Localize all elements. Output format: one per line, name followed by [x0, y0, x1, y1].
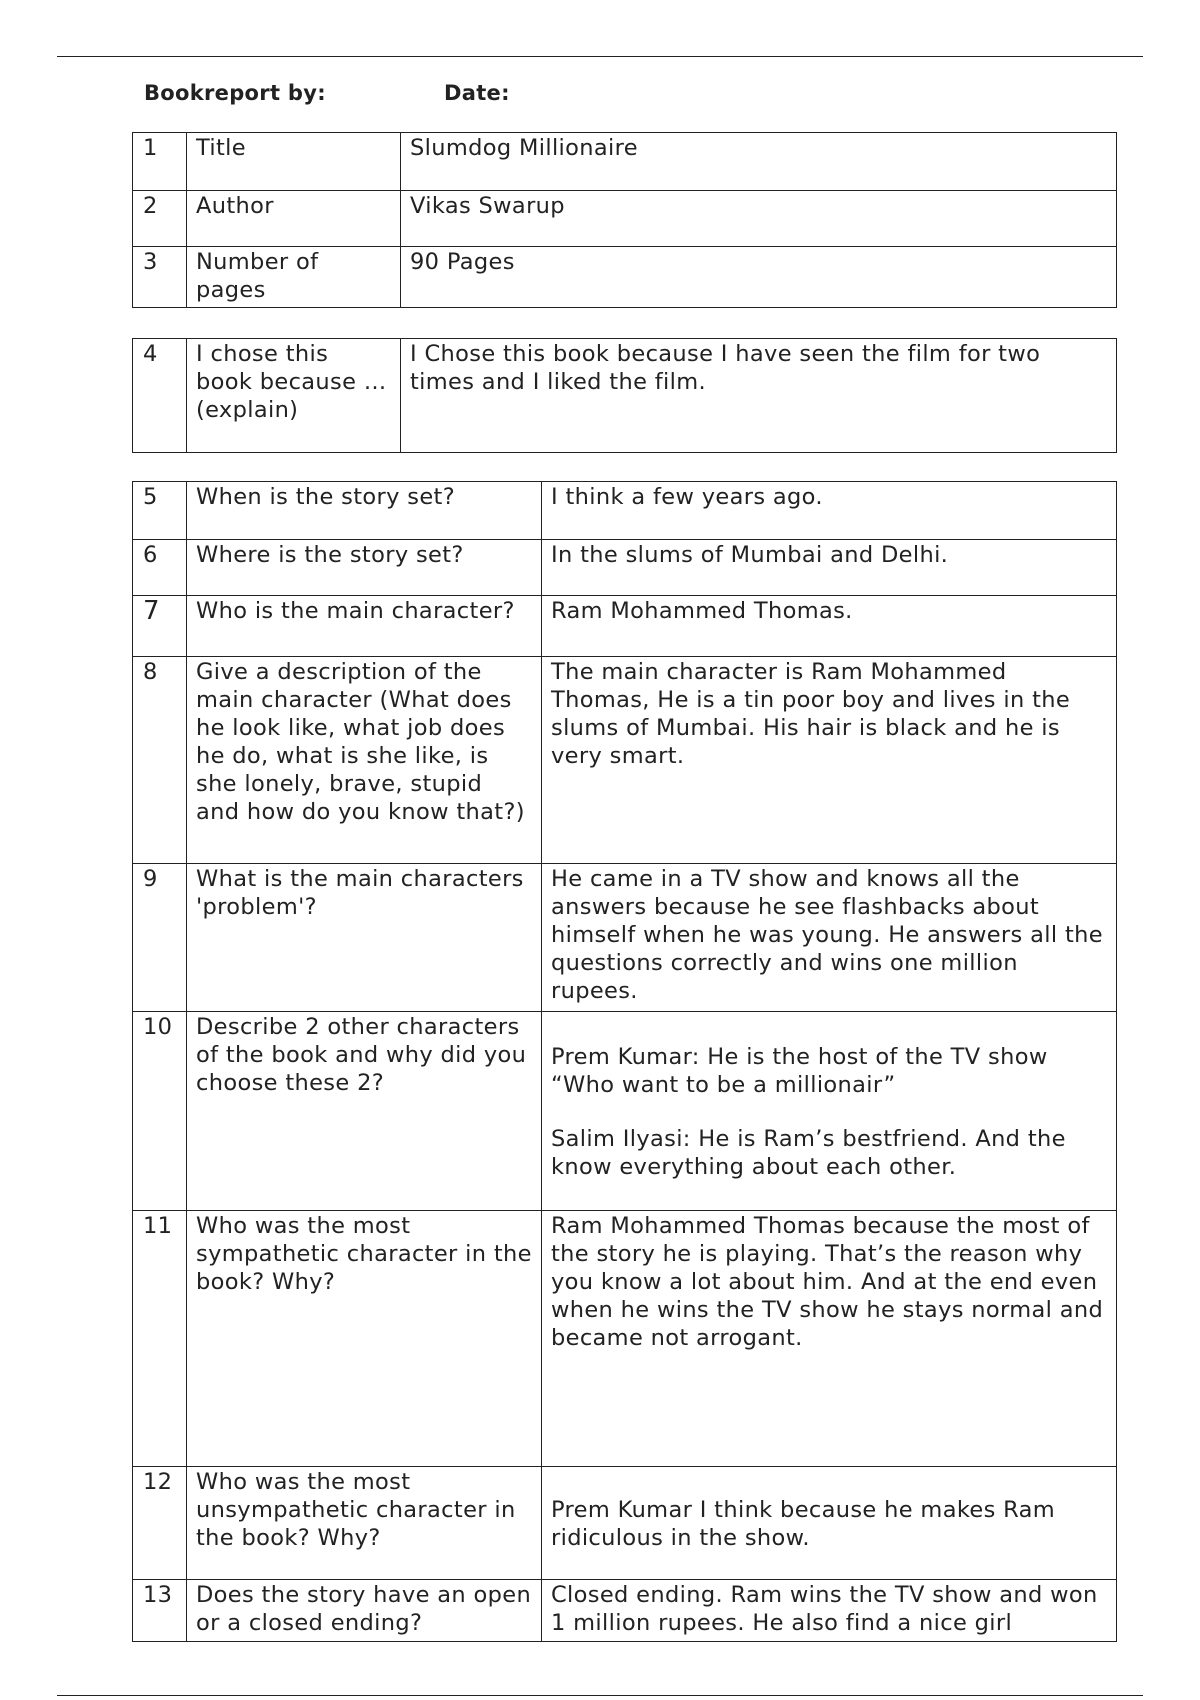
answer-cell: In the slums of Mumbai and Delhi.	[542, 540, 1117, 596]
answer-cell: Ram Mohammed Thomas because the most of the story he is playing. That’s the reason why you know a lot about him. And at the end even when he wins the TV show he stays normal and became not arrogant.	[542, 1211, 1117, 1467]
question-cell: Give a description of the main character (What does he look like, what job does he do, what is she like, is she lonely, brave, stupid and how do you know that?)	[187, 657, 542, 864]
answer-cell: Vikas Swarup	[401, 191, 1117, 247]
answer-cell: I Chose this book because I have seen the film for two times and I liked the film.	[401, 339, 1117, 453]
book-info-table	[132, 132, 1117, 308]
row-number: 9	[133, 864, 187, 1012]
answer-cell: Prem Kumar I think because he makes Ram ridiculous in the show.	[542, 1467, 1117, 1580]
story-table	[132, 481, 1117, 1642]
question-cell: Where is the story set?	[187, 540, 542, 596]
table-row	[133, 133, 1117, 191]
question-cell: Who is the main character?	[187, 596, 542, 657]
row-number: 6	[133, 540, 187, 596]
answer-cell	[542, 1012, 1117, 1211]
row-number: 11	[133, 1211, 187, 1467]
row-number: 12	[133, 1467, 187, 1580]
row-number: 1	[133, 133, 187, 191]
table-row	[133, 864, 1117, 1012]
report-by-label: Bookreport by:	[144, 81, 326, 105]
answer-paragraph: Salim Ilyasi: He is Ram’s bestfriend. And the know everything about each other.	[551, 1125, 1066, 1180]
question-cell: Who was the most unsympathetic character in the book? Why?	[187, 1467, 542, 1580]
date-label: Date:	[444, 81, 510, 105]
table-row	[133, 596, 1117, 657]
reason-table	[132, 338, 1117, 453]
row-number: 8	[133, 657, 187, 864]
answer-cell: Closed ending. Ram wins the TV show and won 1 million rupees. He also find a nice girl	[542, 1580, 1117, 1642]
table-row	[133, 657, 1117, 864]
answer-cell: 90 Pages	[401, 247, 1117, 308]
question-cell: Describe 2 other characters of the book and why did you choose these 2?	[187, 1012, 542, 1211]
question-cell: I chose this book because … (explain)	[187, 339, 401, 453]
row-number: 7	[133, 596, 187, 657]
table-row	[133, 247, 1117, 308]
question-cell: Number of pages	[187, 247, 401, 308]
table-row	[133, 540, 1117, 596]
answer-cell: Slumdog Millionaire	[401, 133, 1117, 191]
table-row	[133, 191, 1117, 247]
question-cell: Title	[187, 133, 401, 191]
row-number: 5	[133, 482, 187, 540]
bottom-rule	[57, 1695, 1143, 1696]
answer-cell: The main character is Ram Mohammed Thomas, He is a tin poor boy and lives in the slums of Mumbai. His hair is black and he is very smart.	[542, 657, 1117, 864]
paragraph-gap	[551, 1099, 1107, 1125]
row-number: 13	[133, 1580, 187, 1642]
table-row	[133, 482, 1117, 540]
answer-cell: I think a few years ago.	[542, 482, 1117, 540]
question-cell: What is the main characters 'problem'?	[187, 864, 542, 1012]
top-rule	[57, 56, 1143, 57]
table-row	[133, 1012, 1117, 1211]
answer-cell: Ram Mohammed Thomas.	[542, 596, 1117, 657]
table-row	[133, 1467, 1117, 1580]
answer-cell: He came in a TV show and knows all the answers because he see flashbacks about himself when he was young. He answers all the questions correctly and wins one million rupees.	[542, 864, 1117, 1012]
answer-paragraph: Prem Kumar: He is the host of the TV show “Who want to be a millionair”	[551, 1043, 1048, 1098]
question-cell: Author	[187, 191, 401, 247]
table-row	[133, 1211, 1117, 1467]
row-number: 10	[133, 1012, 187, 1211]
question-cell: When is the story set?	[187, 482, 542, 540]
question-cell: Does the story have an open or a closed ending?	[187, 1580, 542, 1642]
row-number: 3	[133, 247, 187, 308]
row-number: 2	[133, 191, 187, 247]
question-cell: Who was the most sympathetic character in the book? Why?	[187, 1211, 542, 1467]
row-number: 4	[133, 339, 187, 453]
table-row	[133, 1580, 1117, 1642]
table-row	[133, 339, 1117, 453]
